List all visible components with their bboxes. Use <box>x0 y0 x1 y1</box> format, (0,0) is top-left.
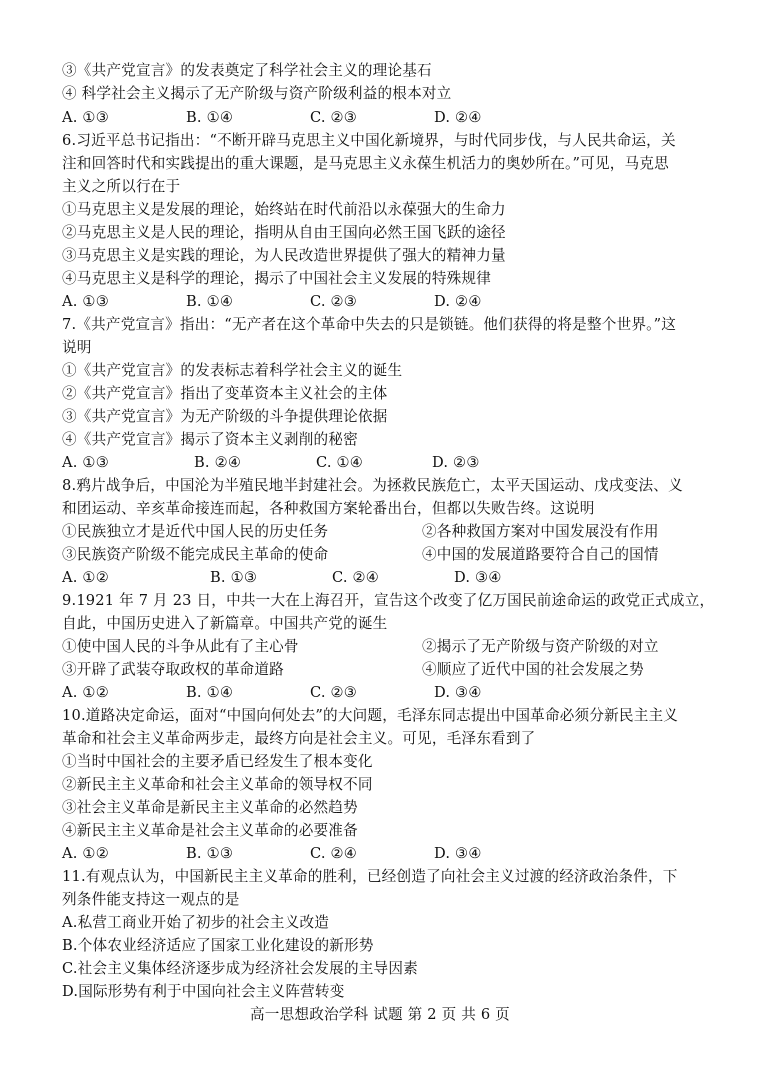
option-c: C. ②④ <box>310 845 358 862</box>
q10-stem-line: 10.道路决定命运，面对“中国向何处去”的大问题，毛泽东同志提出中国革命必须分新民主主义 <box>62 707 679 724</box>
q6-stem-line: 主义之所以行在于 <box>62 178 181 195</box>
q11-option-b: B.个体农业经济适应了国家工业化建设的新形势 <box>62 937 374 954</box>
q8-options <box>62 567 702 589</box>
q11-stem-line: 11.有观点认为，中国新民主主义革命的胜利，已经创造了向社会主义过渡的经济政治条件，下 <box>62 868 678 885</box>
q11-option-d: D.国际形势有利于中国向社会主义阵营转变 <box>62 983 345 1000</box>
option-d: D. ②③ <box>432 454 480 471</box>
statement-4: ④ 科学社会主义揭示了无产阶级与资产阶级利益的根本对立 <box>62 85 452 102</box>
q8-statements-row <box>62 521 702 543</box>
option-b: B. ①③ <box>186 845 234 862</box>
option-d: D. ③④ <box>454 569 502 586</box>
q9-statement: ②揭示了无产阶级与资产阶级的对立 <box>422 638 659 655</box>
option-b: B. ②④ <box>194 454 242 471</box>
q8-statement: ①民族独立才是近代中国人民的历史任务 <box>62 523 329 540</box>
q6-options <box>62 291 702 313</box>
q7-statement: ③《共产党宣言》为无产阶级的斗争提供理论依据 <box>62 408 388 425</box>
q10-statement: ②新民主主义革命和社会主义革命的领导权不同 <box>62 776 373 793</box>
q9-stem-line: 9.1921 年 7 月 23 日，中共一大在上海召开，宣告这个改变了亿万国民前途命运的政党正式成立， <box>62 592 715 609</box>
q7-stem-line: 7.《共产党宣言》指出：“无产者在这个革命中失去的只是锁链。他们获得的将是整个世界。”这 <box>62 316 677 333</box>
q11-stem-line: 列条件能支持这一观点的是 <box>62 891 240 908</box>
statement-3: ③《共产党宣言》的发表奠定了科学社会主义的理论基石 <box>62 62 432 79</box>
q6-statement: ③马克思主义是实践的理论，为人民改造世界提供了强大的精神力量 <box>62 247 506 264</box>
q10-stem-line: 革命和社会主义革命两步走，最终方向是社会主义。可见，毛泽东看到了 <box>62 730 536 747</box>
q10-statement: ③社会主义革命是新民主主义革命的必然趋势 <box>62 799 358 816</box>
option-a: A. ①③ <box>62 109 109 126</box>
q8-stem-line: 和团运动、辛亥革命接连而起，各种救国方案轮番出台，但都以失败告终。这说明 <box>62 500 595 517</box>
q7-stem-line: 说明 <box>62 339 92 356</box>
option-a: A. ①② <box>62 684 109 701</box>
option-c: C. ②③ <box>310 109 358 126</box>
q10-statement: ①当时中国社会的主要矛盾已经发生了根本变化 <box>62 753 373 770</box>
q8-statement: ④中国的发展道路要符合自己的国情 <box>422 546 659 563</box>
q6-statement: ①马克思主义是发展的理论，始终站在时代前沿以永葆强大的生命力 <box>62 201 506 218</box>
q6-statement: ④马克思主义是科学的理论，揭示了中国社会主义发展的特殊规律 <box>62 270 492 287</box>
q8-statements-row <box>62 544 702 566</box>
q7-statement: ②《共产党宣言》指出了变革资本主义社会的主体 <box>62 385 388 402</box>
option-d: D. ②④ <box>434 109 482 126</box>
q8-statement: ②各种救国方案对中国发展没有作用 <box>422 523 659 540</box>
option-c: C. ②③ <box>310 684 358 701</box>
option-c: C. ①④ <box>316 454 364 471</box>
q6-stem-line: 注和回答时代和实践提出的重大课题，是马克思主义永葆生机活力的奥妙所在。”可见，马克思 <box>62 155 669 172</box>
q6-statement: ②马克思主义是人民的理论，指明从自由王国向必然王国飞跃的途径 <box>62 224 506 241</box>
option-d: D. ③④ <box>434 684 482 701</box>
q7-statement: ④《共产党宣言》揭示了资本主义剥削的秘密 <box>62 431 358 448</box>
q9-statements-row <box>62 636 702 658</box>
q8-statement: ③民族资产阶级不能完成民主革命的使命 <box>62 546 329 563</box>
option-a: A. ①② <box>62 845 109 862</box>
q5-options <box>62 107 702 129</box>
q9-statement: ①使中国人民的斗争从此有了主心骨 <box>62 638 299 655</box>
option-a: A. ①② <box>62 569 109 586</box>
option-a: A. ①③ <box>62 454 109 471</box>
q10-statement: ④新民主主义革命是社会主义革命的必要准备 <box>62 822 358 839</box>
q9-stem-line: 自此，中国历史进入了新篇章。中国共产党的诞生 <box>62 615 388 632</box>
q6-stem-line: 6.习近平总书记指出：“不断开辟马克思主义中国化新境界，与时代同步伐，与人民共命运，关 <box>62 132 676 149</box>
option-d: D. ③④ <box>434 845 482 862</box>
option-b: B. ①④ <box>186 684 234 701</box>
q10-options <box>62 843 702 865</box>
q7-statement: ①《共产党宣言》的发表标志着科学社会主义的诞生 <box>62 362 403 379</box>
q9-statements-row <box>62 659 702 681</box>
q11-option-a: A.私营工商业开始了初步的社会主义改造 <box>62 914 330 931</box>
option-b: B. ①④ <box>186 293 234 310</box>
option-b: B. ①④ <box>186 109 234 126</box>
q11-option-c: C.社会主义集体经济逐步成为经济社会发展的主导因素 <box>62 960 418 977</box>
q9-statement: ③开辟了武装夺取政权的革命道路 <box>62 661 284 678</box>
page-footer: 高一思想政治学科 试题 第 2 页 共 6 页 <box>250 1006 510 1023</box>
q7-options <box>62 452 702 474</box>
option-c: C. ②③ <box>310 293 358 310</box>
q8-stem-line: 8.鸦片战争后，中国沦为半殖民地半封建社会。为拯救民族危亡，太平天国运动、戊戌变法、义 <box>62 477 683 494</box>
option-b: B. ①③ <box>210 569 258 586</box>
option-c: C. ②④ <box>332 569 380 586</box>
q9-statement: ④顺应了近代中国的社会发展之势 <box>422 661 644 678</box>
option-d: D. ②④ <box>434 293 482 310</box>
option-a: A. ①③ <box>62 293 109 310</box>
q9-options <box>62 682 702 704</box>
